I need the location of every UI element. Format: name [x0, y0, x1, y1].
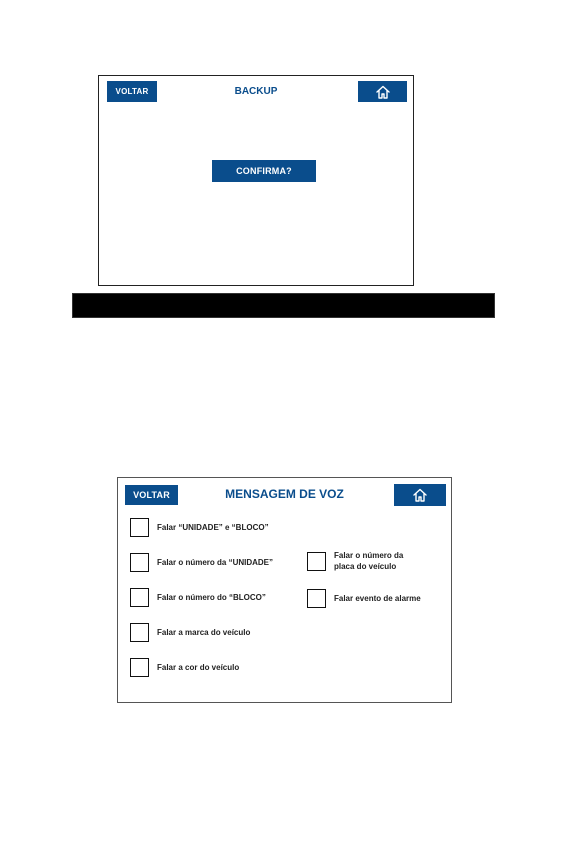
option-evento-alarme[interactable] [307, 589, 421, 608]
confirm-button[interactable]: CONFIRMA? [212, 160, 316, 182]
option-marca-veiculo[interactable] [130, 623, 250, 642]
back-button[interactable]: VOLTAR [107, 81, 157, 102]
screen-title: BACKUP [234, 86, 278, 97]
option-label: Falar o número da “UNIDADE” [157, 558, 274, 567]
home-icon [412, 488, 428, 502]
voice-message-screen [117, 477, 452, 703]
checkbox[interactable] [130, 518, 149, 537]
black-bar [72, 293, 495, 318]
option-label: Falar o número da placa do veículo [334, 551, 404, 571]
home-button[interactable] [358, 81, 407, 102]
option-label: Falar “UNIDADE” e “BLOCO” [157, 523, 269, 532]
checkbox[interactable] [130, 658, 149, 677]
option-label: Falar evento de alarme [334, 594, 421, 603]
screen-title: MENSAGEM DE VOZ [225, 487, 344, 501]
option-cor-veiculo[interactable] [130, 658, 239, 677]
checkbox[interactable] [130, 553, 149, 572]
back-button[interactable]: VOLTAR [125, 485, 178, 505]
checkbox[interactable] [307, 589, 326, 608]
checkbox[interactable] [307, 552, 326, 571]
backup-screen [98, 75, 414, 286]
option-label: Falar a cor do veículo [157, 663, 240, 672]
option-numero-unidade[interactable] [130, 553, 273, 572]
home-button[interactable] [394, 484, 446, 506]
home-icon [375, 85, 391, 99]
option-label: Falar a marca do veículo [157, 628, 251, 637]
option-placa-veiculo[interactable] [307, 550, 412, 572]
option-label: Falar o número do “BLOCO” [157, 593, 266, 602]
checkbox[interactable] [130, 623, 149, 642]
checkbox[interactable] [130, 588, 149, 607]
option-numero-bloco[interactable] [130, 588, 266, 607]
option-unidade-bloco[interactable] [130, 518, 269, 537]
